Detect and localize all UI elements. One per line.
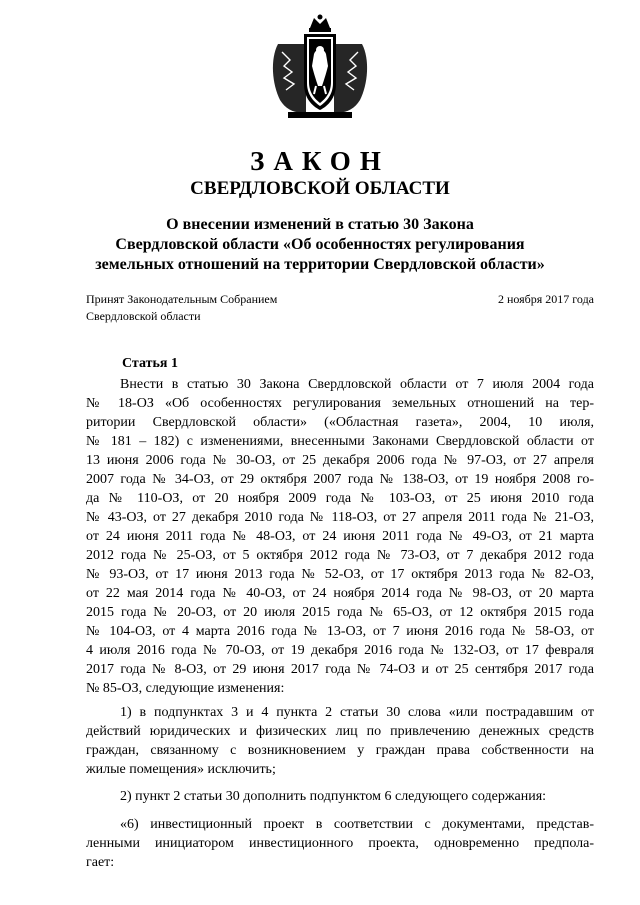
law-subject [0, 215, 640, 275]
text-line: 2007 года № 34-ОЗ, от 29 октября 2007 года № 138-ОЗ, от 19 ноября 2008 го- [86, 472, 594, 487]
adoption-date: 2 ноября 2017 года [497, 292, 594, 306]
amendment-item-1 [86, 703, 594, 779]
text-line: ритории Свердловской области» («Областная газета», 2004, 10 июля, [86, 415, 594, 430]
amendment-item-3 [86, 815, 594, 872]
law-region: СВЕРДЛОВСКОЙ ОБЛАСТИ [190, 178, 450, 199]
text-line: № 93-ОЗ, от 17 июня 2013 года № 52-ОЗ, от 17 октября 2013 года № 82-ОЗ, [86, 567, 594, 582]
text-line: № 18-ОЗ «Об особенностях регулирования земельных отношений на тер- [86, 396, 594, 411]
text-line: действий юридических и физических лиц по привлечению денежных средств [86, 724, 594, 739]
coat-of-arms-emblem [266, 14, 374, 122]
text-line: 2015 года № 20-ОЗ, от 20 июля 2015 года № 65-ОЗ, от 12 октября 2015 года [86, 605, 594, 620]
subject-line: Свердловской области «Об особенностях регулирования [115, 236, 525, 253]
adoption-body [86, 291, 277, 325]
text-line: 1) в подпунктах 3 и 4 пункта 2 статьи 30 слова «или пострадавшим от [120, 705, 594, 720]
amendment-item-2 [86, 787, 594, 806]
text-line: да № 110-ОЗ, от 20 ноября 2009 года № 103-ОЗ, от 25 июня 2010 года [86, 491, 594, 506]
text-line: от 24 июня 2011 года № 48-ОЗ, от 24 июня 2011 года № 49-ОЗ, от 21 марта [86, 529, 594, 544]
text-line: гает: [86, 855, 115, 870]
text-line: 2012 года № 25-ОЗ, от 5 октября 2012 года № 73-ОЗ, от 7 декабря 2012 года [86, 548, 594, 563]
subject-line: О внесении изменений в статью 30 Закона [166, 216, 474, 233]
text-line: № 181 – 182) с изменениями, внесенными Законами Свердловской области от [86, 434, 594, 449]
text-line: граждан, связанному с возникновением у граждан права собственности на [86, 743, 594, 758]
text-line: Внести в статью 30 Закона Свердловской области от 7 июля 2004 года [120, 377, 594, 392]
text-line: № 104-ОЗ, от 4 марта 2016 года № 13-ОЗ, от 7 июня 2016 года № 58-ОЗ, от [86, 624, 594, 639]
text-line: жилые помещения» исключить; [86, 762, 276, 777]
subject-line: земельных отношений на территории Свердловской области» [95, 256, 545, 273]
text-line: ленными инициатором инвестиционного проекта, одновременно предпола- [86, 836, 594, 851]
text-line: 13 июня 2006 года № 30-ОЗ, от 25 декабря 2006 года № 97-ОЗ, от 27 апреля [86, 453, 594, 468]
text-line: № 85-ОЗ, следующие изменения: [86, 681, 285, 696]
adoption-body-line: Свердловской области [86, 309, 201, 323]
text-line: 2017 года № 8-ОЗ, от 29 июня 2017 года № 74-ОЗ и от 25 сентября 2017 года [86, 662, 594, 677]
article-paragraph-1 [86, 375, 594, 698]
text-line: № 43-ОЗ, от 27 декабря 2010 года № 118-ОЗ, от 27 апреля 2011 года № 21-ОЗ, [86, 510, 594, 525]
text-line: 2) пункт 2 статьи 30 дополнить подпунктом 6 следующего содержания: [120, 789, 547, 804]
law-title: ЗАКОН [250, 146, 390, 176]
adoption-body-line: Принят Законодательным Собранием [86, 292, 278, 306]
text-line: «6) инвестиционный проект в соответствии с документами, представ- [120, 817, 594, 832]
text-line: от 22 мая 2014 года № 40-ОЗ, от 24 ноября 2014 года № 98-ОЗ, от 20 марта [86, 586, 594, 601]
article-heading: Статья 1 [122, 356, 178, 371]
text-line: 4 июля 2016 года № 70-ОЗ, от 19 декабря 2016 года № 132-ОЗ, от 17 февраля [86, 643, 594, 658]
